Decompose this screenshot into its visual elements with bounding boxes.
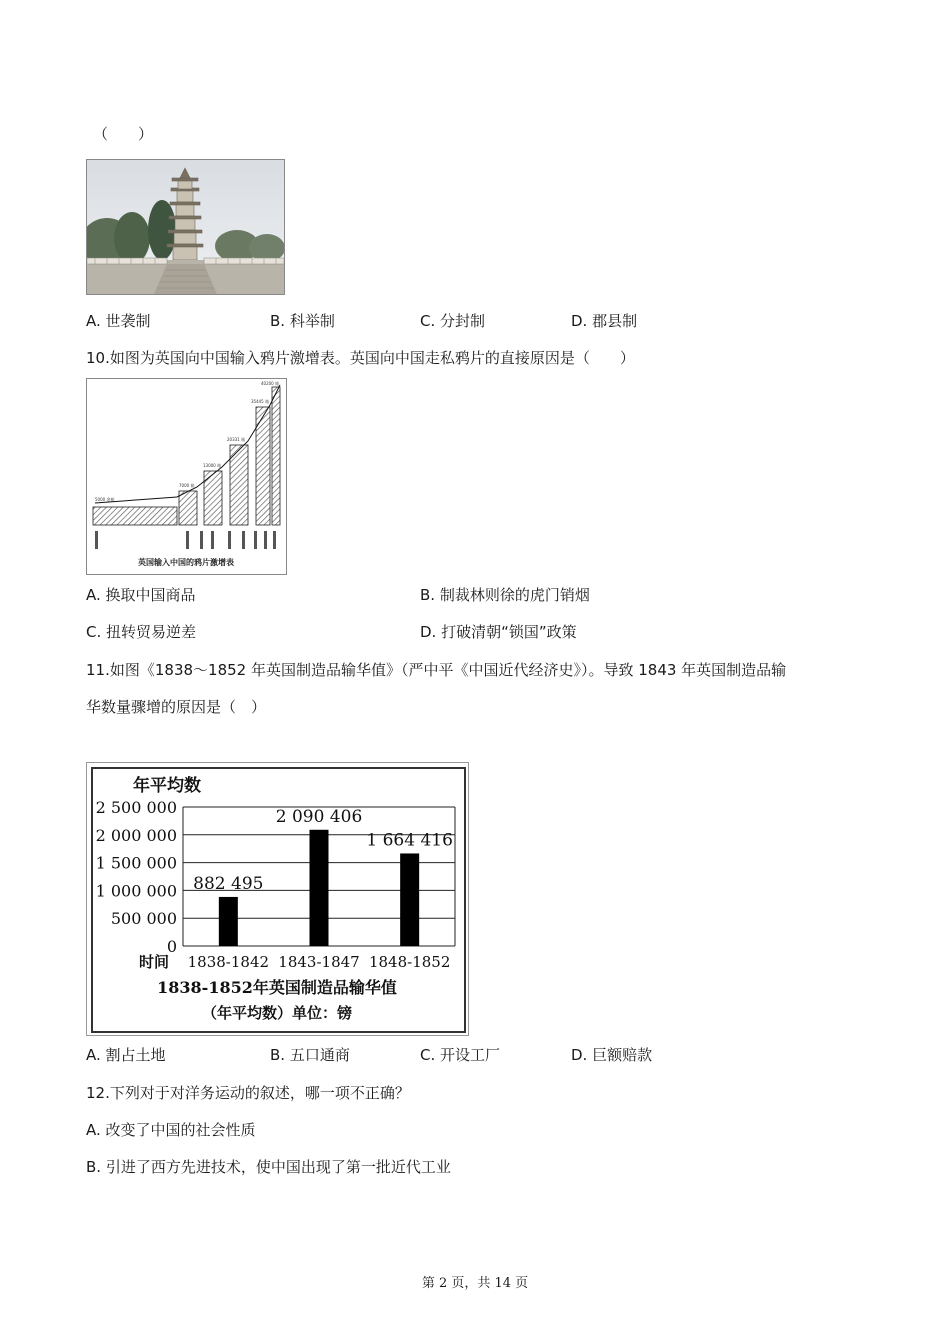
- q9-option-b[interactable]: B. 科举制: [270, 312, 335, 330]
- opium-label-1: 5000 余箱: [95, 497, 115, 502]
- opium-bar-6: [272, 387, 280, 525]
- q11-option-b[interactable]: B. 五口通商: [270, 1046, 350, 1064]
- chart-ytick-label: 2 000 000: [95, 825, 177, 845]
- q12-option-a[interactable]: A. 改变了中国的社会性质: [86, 1121, 256, 1139]
- manufactured-goods-chart: [87, 763, 468, 1035]
- q9-option-a[interactable]: A. 世袭制: [86, 312, 151, 330]
- opium-label-3: 13000 箱: [203, 463, 221, 468]
- chart-value-label: 882 495: [193, 873, 264, 894]
- q9-answer-bracket: （ ）: [93, 125, 154, 143]
- chart-xlabel: 时间: [139, 953, 170, 971]
- chart-xtick-label: 1843-1847: [278, 953, 360, 971]
- chart-value-label: 1 664 416: [366, 830, 453, 851]
- q11-stem-line1: 11.如图《1838～1852 年英国制造品输华值》（严中平《中国近代经济史》）。导致 1843 年英国制造品输: [86, 661, 787, 679]
- q11-option-a[interactable]: A. 割占土地: [86, 1046, 166, 1064]
- q9-option-d[interactable]: D. 郡县制: [571, 312, 638, 330]
- opium-label-4: 20331 箱: [227, 437, 245, 442]
- opium-label-6: 40200 箱: [261, 381, 279, 386]
- chart-ytick-label: 1 500 000: [95, 853, 177, 873]
- chart-title: 年平均数: [133, 776, 201, 796]
- q11-option-d[interactable]: D. 巨额赔款: [571, 1046, 653, 1064]
- opium-bar-1: [93, 507, 177, 525]
- q11-option-c[interactable]: C. 开设工厂: [420, 1046, 501, 1064]
- chart-caption-line2: （年平均数）单位：镑: [201, 1004, 353, 1022]
- chart-ytick-label: 500 000: [110, 909, 177, 929]
- page-footer: 第 2 页，共 14 页: [421, 1276, 529, 1291]
- chart-caption-line1: 1838-1852年英国制造品输华值: [157, 978, 397, 997]
- chart-ytick-label: 1 000 000: [95, 881, 177, 901]
- manufactured-goods-chart-frame: [86, 762, 469, 1036]
- q10-option-d[interactable]: D. 打破清朝“锁国”政策: [420, 623, 577, 641]
- chart-xtick-label: 1848-1852: [368, 953, 451, 971]
- q10-option-c[interactable]: C. 扭转贸易逆差: [86, 623, 197, 641]
- opium-import-figure: [86, 378, 287, 575]
- q12-stem: 12.下列对于对洋务运动的叙述，哪一项不正确？: [86, 1084, 410, 1102]
- chart-ytick-label: 2 500 000: [95, 798, 177, 817]
- chart-bar: [400, 853, 419, 946]
- opium-label-5: 35445 箱: [251, 399, 269, 404]
- q10-stem: 10.如图为英国向中国输入鸦片激增表。英国向中国走私鸦片的直接原因是（ ）: [86, 349, 635, 367]
- chart-value-label: 2 090 406: [275, 806, 363, 827]
- chart-bar: [310, 830, 329, 946]
- q10-option-b[interactable]: B. 制裁林则徐的虎门销烟: [420, 586, 590, 604]
- opium-import-chart: [87, 379, 286, 574]
- chart-ytick-label: 0: [166, 937, 177, 956]
- chart-xtick-label: 1838-1842: [187, 953, 270, 971]
- opium-bar-2: [179, 491, 197, 525]
- opium-label-2: 7000 箱: [179, 483, 195, 488]
- q10-option-a[interactable]: A. 换取中国商品: [86, 586, 196, 604]
- pagoda-photo: [86, 159, 285, 295]
- q9-option-c[interactable]: C. 分封制: [420, 312, 486, 330]
- q12-option-b[interactable]: B. 引进了西方先进技术，使中国出现了第一批近代工业: [86, 1158, 451, 1176]
- q11-stem-line2: 华数量骤增的原因是（ ）: [86, 698, 267, 716]
- opium-figure-caption: 英国输入中国的鸦片激增表: [138, 558, 234, 567]
- chart-bar: [219, 897, 238, 946]
